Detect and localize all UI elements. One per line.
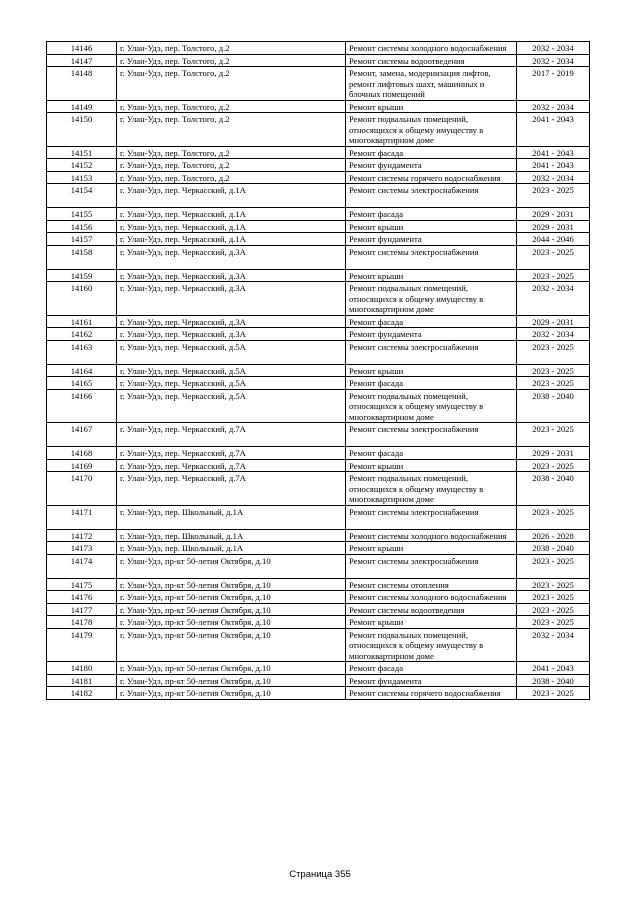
row-number: 14175 bbox=[47, 578, 117, 591]
work-type-cell: Ремонт крыши bbox=[346, 269, 517, 282]
period-cell: 2023 - 2025 bbox=[517, 687, 590, 700]
work-type-cell: Ремонт крыши bbox=[346, 459, 517, 472]
table-row bbox=[47, 578, 590, 591]
table-row bbox=[47, 113, 590, 147]
row-number: 14147 bbox=[47, 54, 117, 67]
address-cell: г. Улан-Удэ, пр-кт 50-летия Октября, д.10 bbox=[117, 616, 346, 629]
period-cell: 2032 - 2034 bbox=[517, 628, 590, 662]
table-row bbox=[47, 364, 590, 377]
row-number: 14162 bbox=[47, 328, 117, 341]
period-cell: 2026 - 2028 bbox=[517, 529, 590, 542]
row-number: 14154 bbox=[47, 184, 117, 208]
address-cell: г. Улан-Удэ, пер. Толстого, д.2 bbox=[117, 146, 346, 159]
work-type-cell: Ремонт крыши bbox=[346, 364, 517, 377]
period-cell: 2038 - 2040 bbox=[517, 674, 590, 687]
address-cell: г. Улан-Удэ, пр-кт 50-летия Октября, д.10 bbox=[117, 591, 346, 604]
table-row bbox=[47, 554, 590, 578]
address-cell: г. Улан-Удэ, пр-кт 50-летия Октября, д.10 bbox=[117, 603, 346, 616]
work-type-cell: Ремонт системы водоотведения bbox=[346, 54, 517, 67]
table-row bbox=[47, 171, 590, 184]
table-body bbox=[47, 42, 590, 700]
period-cell: 2023 - 2025 bbox=[517, 578, 590, 591]
address-cell: г. Улан-Удэ, пер. Толстого, д.2 bbox=[117, 100, 346, 113]
row-number: 14159 bbox=[47, 269, 117, 282]
address-cell: г. Улан-Удэ, пер. Школьный, д.1А bbox=[117, 542, 346, 555]
work-type-cell: Ремонт, замена, модернизация лифтов, ремонт лифтовых шахт, машинных и блочных помещений bbox=[346, 67, 517, 101]
period-cell: 2023 - 2025 bbox=[517, 505, 590, 529]
period-cell: 2041 - 2043 bbox=[517, 113, 590, 147]
work-type-cell: Ремонт системы горячего водоснабжения bbox=[346, 171, 517, 184]
table-row bbox=[47, 389, 590, 423]
period-cell: 2023 - 2025 bbox=[517, 459, 590, 472]
row-number: 14165 bbox=[47, 377, 117, 390]
period-cell: 2023 - 2025 bbox=[517, 591, 590, 604]
work-type-cell: Ремонт системы холодного водоснабжения bbox=[346, 591, 517, 604]
work-type-cell: Ремонт фасада bbox=[346, 447, 517, 460]
table-row bbox=[47, 159, 590, 172]
period-cell: 2044 - 2046 bbox=[517, 233, 590, 246]
period-cell: 2032 - 2034 bbox=[517, 100, 590, 113]
row-number: 14146 bbox=[47, 42, 117, 55]
period-cell: 2029 - 2031 bbox=[517, 447, 590, 460]
row-number: 14148 bbox=[47, 67, 117, 101]
table-row bbox=[47, 233, 590, 246]
table-row bbox=[47, 315, 590, 328]
address-cell: г. Улан-Удэ, пер. Черкасский, д.5А bbox=[117, 364, 346, 377]
address-cell: г. Улан-Удэ, пер. Толстого, д.2 bbox=[117, 67, 346, 101]
work-type-cell: Ремонт фасада bbox=[346, 662, 517, 675]
work-type-cell: Ремонт системы электроснабжения bbox=[346, 245, 517, 269]
table-row bbox=[47, 616, 590, 629]
address-cell: г. Улан-Удэ, пер. Черкасский, д.1А bbox=[117, 220, 346, 233]
table-row bbox=[47, 42, 590, 55]
address-cell: г. Улан-Удэ, пер. Черкасский, д.3А bbox=[117, 269, 346, 282]
table-row bbox=[47, 603, 590, 616]
work-type-cell: Ремонт системы электроснабжения bbox=[346, 505, 517, 529]
work-type-cell: Ремонт системы водоотведения bbox=[346, 603, 517, 616]
period-cell: 2038 - 2040 bbox=[517, 472, 590, 506]
row-number: 14149 bbox=[47, 100, 117, 113]
period-cell: 2038 - 2040 bbox=[517, 542, 590, 555]
work-type-cell: Ремонт системы электроснабжения bbox=[346, 184, 517, 208]
address-cell: г. Улан-Удэ, пр-кт 50-летия Октября, д.10 bbox=[117, 628, 346, 662]
row-number: 14153 bbox=[47, 171, 117, 184]
address-cell: г. Улан-Удэ, пер. Черкасский, д.3А bbox=[117, 315, 346, 328]
period-cell: 2023 - 2025 bbox=[517, 423, 590, 447]
period-cell: 2023 - 2025 bbox=[517, 603, 590, 616]
table-row bbox=[47, 423, 590, 447]
work-type-cell: Ремонт системы электроснабжения bbox=[346, 340, 517, 364]
address-cell: г. Улан-Удэ, пер. Черкасский, д.7А bbox=[117, 472, 346, 506]
period-cell: 2041 - 2043 bbox=[517, 146, 590, 159]
period-cell: 2023 - 2025 bbox=[517, 184, 590, 208]
work-type-cell: Ремонт фасада bbox=[346, 208, 517, 221]
work-type-cell: Ремонт крыши bbox=[346, 220, 517, 233]
period-cell: 2032 - 2034 bbox=[517, 54, 590, 67]
table-row bbox=[47, 269, 590, 282]
work-type-cell: Ремонт крыши bbox=[346, 542, 517, 555]
row-number: 14178 bbox=[47, 616, 117, 629]
address-cell: г. Улан-Удэ, пр-кт 50-летия Октября, д.10 bbox=[117, 578, 346, 591]
row-number: 14156 bbox=[47, 220, 117, 233]
table-row bbox=[47, 146, 590, 159]
address-cell: г. Улан-Удэ, пер. Черкасский, д.5А bbox=[117, 377, 346, 390]
period-cell: 2023 - 2025 bbox=[517, 554, 590, 578]
period-cell: 2032 - 2034 bbox=[517, 171, 590, 184]
capital-repair-table bbox=[46, 41, 590, 700]
address-cell: г. Улан-Удэ, пер. Школьный, д.1А bbox=[117, 529, 346, 542]
work-type-cell: Ремонт подвальных помещений, относящихся к общему имуществу в многоквартирном доме bbox=[346, 282, 517, 316]
address-cell: г. Улан-Удэ, пер. Толстого, д.2 bbox=[117, 171, 346, 184]
address-cell: г. Улан-Удэ, пер. Черкасский, д.7А bbox=[117, 423, 346, 447]
table-row bbox=[47, 220, 590, 233]
period-cell: 2032 - 2034 bbox=[517, 328, 590, 341]
page-number: Страница 355 bbox=[289, 869, 351, 880]
table-row bbox=[47, 208, 590, 221]
row-number: 14157 bbox=[47, 233, 117, 246]
row-number: 14176 bbox=[47, 591, 117, 604]
table-row bbox=[47, 377, 590, 390]
address-cell: г. Улан-Удэ, пер. Черкасский, д.7А bbox=[117, 459, 346, 472]
address-cell: г. Улан-Удэ, пер. Толстого, д.2 bbox=[117, 159, 346, 172]
table-row bbox=[47, 591, 590, 604]
work-type-cell: Ремонт фундамента bbox=[346, 328, 517, 341]
work-type-cell: Ремонт системы отопления bbox=[346, 578, 517, 591]
work-type-cell: Ремонт крыши bbox=[346, 100, 517, 113]
work-type-cell: Ремонт подвальных помещений, относящихся к общему имуществу в многоквартирном доме bbox=[346, 628, 517, 662]
work-type-cell: Ремонт фасада bbox=[346, 377, 517, 390]
period-cell: 2032 - 2034 bbox=[517, 42, 590, 55]
row-number: 14166 bbox=[47, 389, 117, 423]
table-row bbox=[47, 340, 590, 364]
address-cell: г. Улан-Удэ, пер. Черкасский, д.5А bbox=[117, 389, 346, 423]
row-number: 14150 bbox=[47, 113, 117, 147]
work-type-cell: Ремонт крыши bbox=[346, 616, 517, 629]
period-cell: 2032 - 2034 bbox=[517, 282, 590, 316]
row-number: 14160 bbox=[47, 282, 117, 316]
table-row bbox=[47, 67, 590, 101]
address-cell: г. Улан-Удэ, пер. Черкасский, д.1А bbox=[117, 233, 346, 246]
row-number: 14179 bbox=[47, 628, 117, 662]
row-number: 14180 bbox=[47, 662, 117, 675]
work-type-cell: Ремонт системы горячего водоснабжения bbox=[346, 687, 517, 700]
work-type-cell: Ремонт фундамента bbox=[346, 233, 517, 246]
row-number: 14158 bbox=[47, 245, 117, 269]
address-cell: г. Улан-Удэ, пер. Толстого, д.2 bbox=[117, 113, 346, 147]
period-cell: 2041 - 2043 bbox=[517, 159, 590, 172]
address-cell: г. Улан-Удэ, пер. Черкасский, д.3А bbox=[117, 328, 346, 341]
row-number: 14177 bbox=[47, 603, 117, 616]
row-number: 14181 bbox=[47, 674, 117, 687]
table-row bbox=[47, 505, 590, 529]
row-number: 14173 bbox=[47, 542, 117, 555]
row-number: 14152 bbox=[47, 159, 117, 172]
work-type-cell: Ремонт фундамента bbox=[346, 674, 517, 687]
period-cell: 2029 - 2031 bbox=[517, 220, 590, 233]
row-number: 14164 bbox=[47, 364, 117, 377]
period-cell: 2023 - 2025 bbox=[517, 616, 590, 629]
work-type-cell: Ремонт подвальных помещений, относящихся к общему имуществу в многоквартирном доме bbox=[346, 113, 517, 147]
period-cell: 2023 - 2025 bbox=[517, 269, 590, 282]
address-cell: г. Улан-Удэ, пр-кт 50-летия Октября, д.10 bbox=[117, 554, 346, 578]
row-number: 14151 bbox=[47, 146, 117, 159]
table-row bbox=[47, 687, 590, 700]
table-row bbox=[47, 282, 590, 316]
table-row bbox=[47, 662, 590, 675]
row-number: 14174 bbox=[47, 554, 117, 578]
address-cell: г. Улан-Удэ, пер. Толстого, д.2 bbox=[117, 42, 346, 55]
period-cell: 2023 - 2025 bbox=[517, 340, 590, 364]
period-cell: 2029 - 2031 bbox=[517, 315, 590, 328]
table-row bbox=[47, 54, 590, 67]
address-cell: г. Улан-Удэ, пер. Черкасский, д.3А bbox=[117, 245, 346, 269]
period-cell: 2041 - 2043 bbox=[517, 662, 590, 675]
address-cell: г. Улан-Удэ, пр-кт 50-летия Октября, д.10 bbox=[117, 674, 346, 687]
table-row bbox=[47, 100, 590, 113]
row-number: 14169 bbox=[47, 459, 117, 472]
table-row bbox=[47, 529, 590, 542]
address-cell: г. Улан-Удэ, пер. Черкасский, д.7А bbox=[117, 447, 346, 460]
row-number: 14155 bbox=[47, 208, 117, 221]
address-cell: г. Улан-Удэ, пр-кт 50-летия Октября, д.10 bbox=[117, 687, 346, 700]
work-type-cell: Ремонт подвальных помещений, относящихся к общему имуществу в многоквартирном доме bbox=[346, 472, 517, 506]
work-type-cell: Ремонт подвальных помещений, относящихся к общему имуществу в многоквартирном доме bbox=[346, 389, 517, 423]
row-number: 14170 bbox=[47, 472, 117, 506]
period-cell: 2023 - 2025 bbox=[517, 245, 590, 269]
work-type-cell: Ремонт фасада bbox=[346, 146, 517, 159]
address-cell: г. Улан-Удэ, пер. Черкасский, д.1А bbox=[117, 208, 346, 221]
address-cell: г. Улан-Удэ, пер. Черкасский, д.5А bbox=[117, 340, 346, 364]
row-number: 14182 bbox=[47, 687, 117, 700]
work-type-cell: Ремонт системы холодного водоснабжения bbox=[346, 42, 517, 55]
table-row bbox=[47, 472, 590, 506]
address-cell: г. Улан-Удэ, пер. Черкасский, д.1А bbox=[117, 184, 346, 208]
table-row bbox=[47, 245, 590, 269]
period-cell: 2023 - 2025 bbox=[517, 364, 590, 377]
table-row bbox=[47, 447, 590, 460]
table-row bbox=[47, 328, 590, 341]
work-type-cell: Ремонт системы холодного водоснабжения bbox=[346, 529, 517, 542]
row-number: 14161 bbox=[47, 315, 117, 328]
work-type-cell: Ремонт фундамента bbox=[346, 159, 517, 172]
address-cell: г. Улан-Удэ, пер. Школьный, д.1А bbox=[117, 505, 346, 529]
row-number: 14163 bbox=[47, 340, 117, 364]
work-type-cell: Ремонт системы электроснабжения bbox=[346, 554, 517, 578]
period-cell: 2023 - 2025 bbox=[517, 377, 590, 390]
address-cell: г. Улан-Удэ, пр-кт 50-летия Октября, д.10 bbox=[117, 662, 346, 675]
period-cell: 2029 - 2031 bbox=[517, 208, 590, 221]
table-row bbox=[47, 542, 590, 555]
table-row bbox=[47, 184, 590, 208]
row-number: 14168 bbox=[47, 447, 117, 460]
row-number: 14171 bbox=[47, 505, 117, 529]
address-cell: г. Улан-Удэ, пер. Толстого, д.2 bbox=[117, 54, 346, 67]
table-row bbox=[47, 628, 590, 662]
table-row bbox=[47, 674, 590, 687]
table-row bbox=[47, 459, 590, 472]
period-cell: 2038 - 2040 bbox=[517, 389, 590, 423]
period-cell: 2017 - 2019 bbox=[517, 67, 590, 101]
row-number: 14167 bbox=[47, 423, 117, 447]
work-type-cell: Ремонт фасада bbox=[346, 315, 517, 328]
address-cell: г. Улан-Удэ, пер. Черкасский, д.3А bbox=[117, 282, 346, 316]
row-number: 14172 bbox=[47, 529, 117, 542]
work-type-cell: Ремонт системы электроснабжения bbox=[346, 423, 517, 447]
